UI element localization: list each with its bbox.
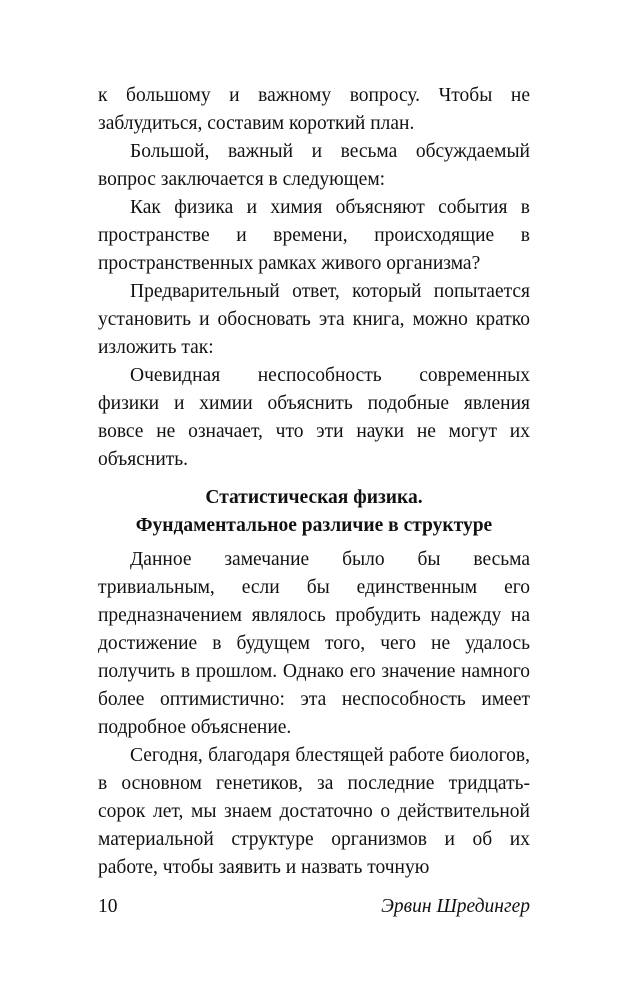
paragraph: Данное замечание было бы весьма тривиальным, если бы единственным его предназначением являлось пробудить надежду на достижение в будущем того, чего не удалось получить в прошлом. Однако его значение намного более оптимистично: эта неспособность имеет подробное объяснение.: [98, 549, 530, 738]
section-heading-line-1: Статистическая физика.: [205, 487, 423, 508]
paragraph: Большой, важный и весьма обсуждаемый вопрос заключается в следующем:: [98, 141, 530, 190]
paragraph: Как физика и химия объясняют события в пространстве и времени, происходящие в пространственных рамках живого организма?: [98, 197, 530, 274]
section-heading: [98, 484, 530, 540]
paragraph: Предварительный ответ, который попытается установить и обосновать эта книга, можно кратко изложить так:: [98, 281, 530, 358]
paragraph: Очевидная неспособность современных физики и химии объяснить подобные явления вовсе не означает, что эти науки не могут их объяснить.: [98, 365, 530, 470]
paragraph-continuation: к большому и важному вопросу. Чтобы не заблудиться, составим короткий план.: [98, 85, 530, 134]
section-heading-line-2: Фундаментальное различие в структуре: [135, 515, 493, 536]
page-number: 10: [98, 896, 118, 917]
text-section-after-heading: [98, 546, 530, 882]
running-title-author: Эрвин Шредингер: [381, 896, 530, 917]
paragraph: Сегодня, благодаря блестящей работе биологов, в основном генетиков, за последние тридцать-сорок лет, мы знаем достаточно о действительной материальной структуре организмов и об их работе, чтобы заявить и назвать точную: [98, 745, 530, 878]
text-section-before-heading: [98, 82, 530, 474]
